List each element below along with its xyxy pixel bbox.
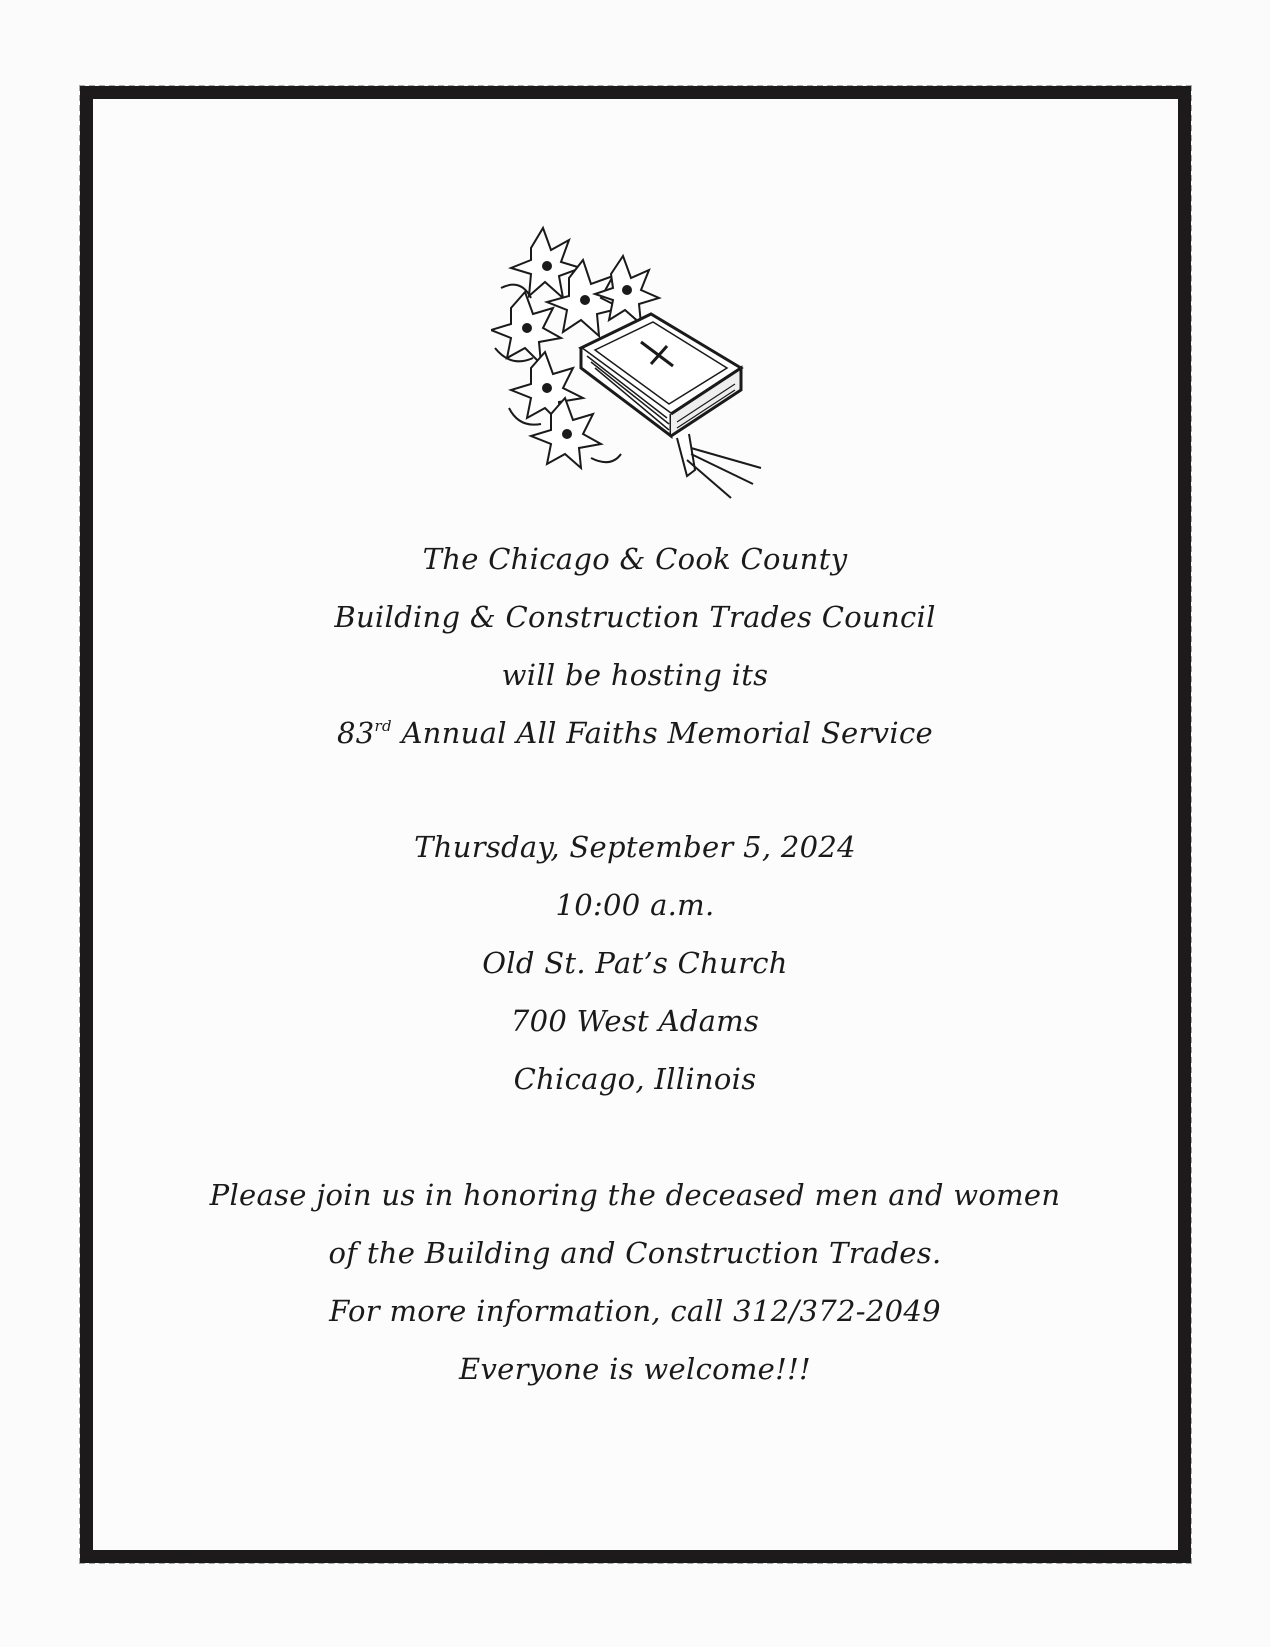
event-venue: Old St. Pat’s Church <box>482 946 788 980</box>
event-street: 700 West Adams <box>510 1004 760 1038</box>
event-city: Chicago, Illinois <box>513 1062 757 1096</box>
lily-flower <box>511 352 583 424</box>
service-title <box>100 704 1170 762</box>
organizer-line-2: Building & Construction Trades Council <box>334 600 936 634</box>
event-time: 10:00 a.m. <box>555 888 715 922</box>
event-date: Thursday, September 5, 2024 <box>414 830 856 864</box>
hosting-line: will be hosting its <box>501 658 769 692</box>
ordinal-suffix: rd <box>374 717 392 735</box>
contact-line: For more information, call 312/372-2049 <box>329 1294 941 1328</box>
anniversary-number: 83 <box>337 716 375 750</box>
welcome-line: Everyone is welcome!!! <box>458 1352 812 1386</box>
invitation-line-1: Please join us in honoring the deceased men and women <box>209 1178 1061 1212</box>
event-details <box>100 818 1170 1108</box>
invitation-text <box>100 1166 1170 1398</box>
bible-book <box>581 314 741 476</box>
event-heading <box>100 530 1170 762</box>
service-name: Annual All Faiths Memorial Service <box>391 716 933 750</box>
bible-with-lilies-icon <box>491 218 771 508</box>
invitation-line-2: of the Building and Construction Trades. <box>328 1236 942 1270</box>
organizer-line-1: The Chicago & Cook County <box>422 542 848 576</box>
